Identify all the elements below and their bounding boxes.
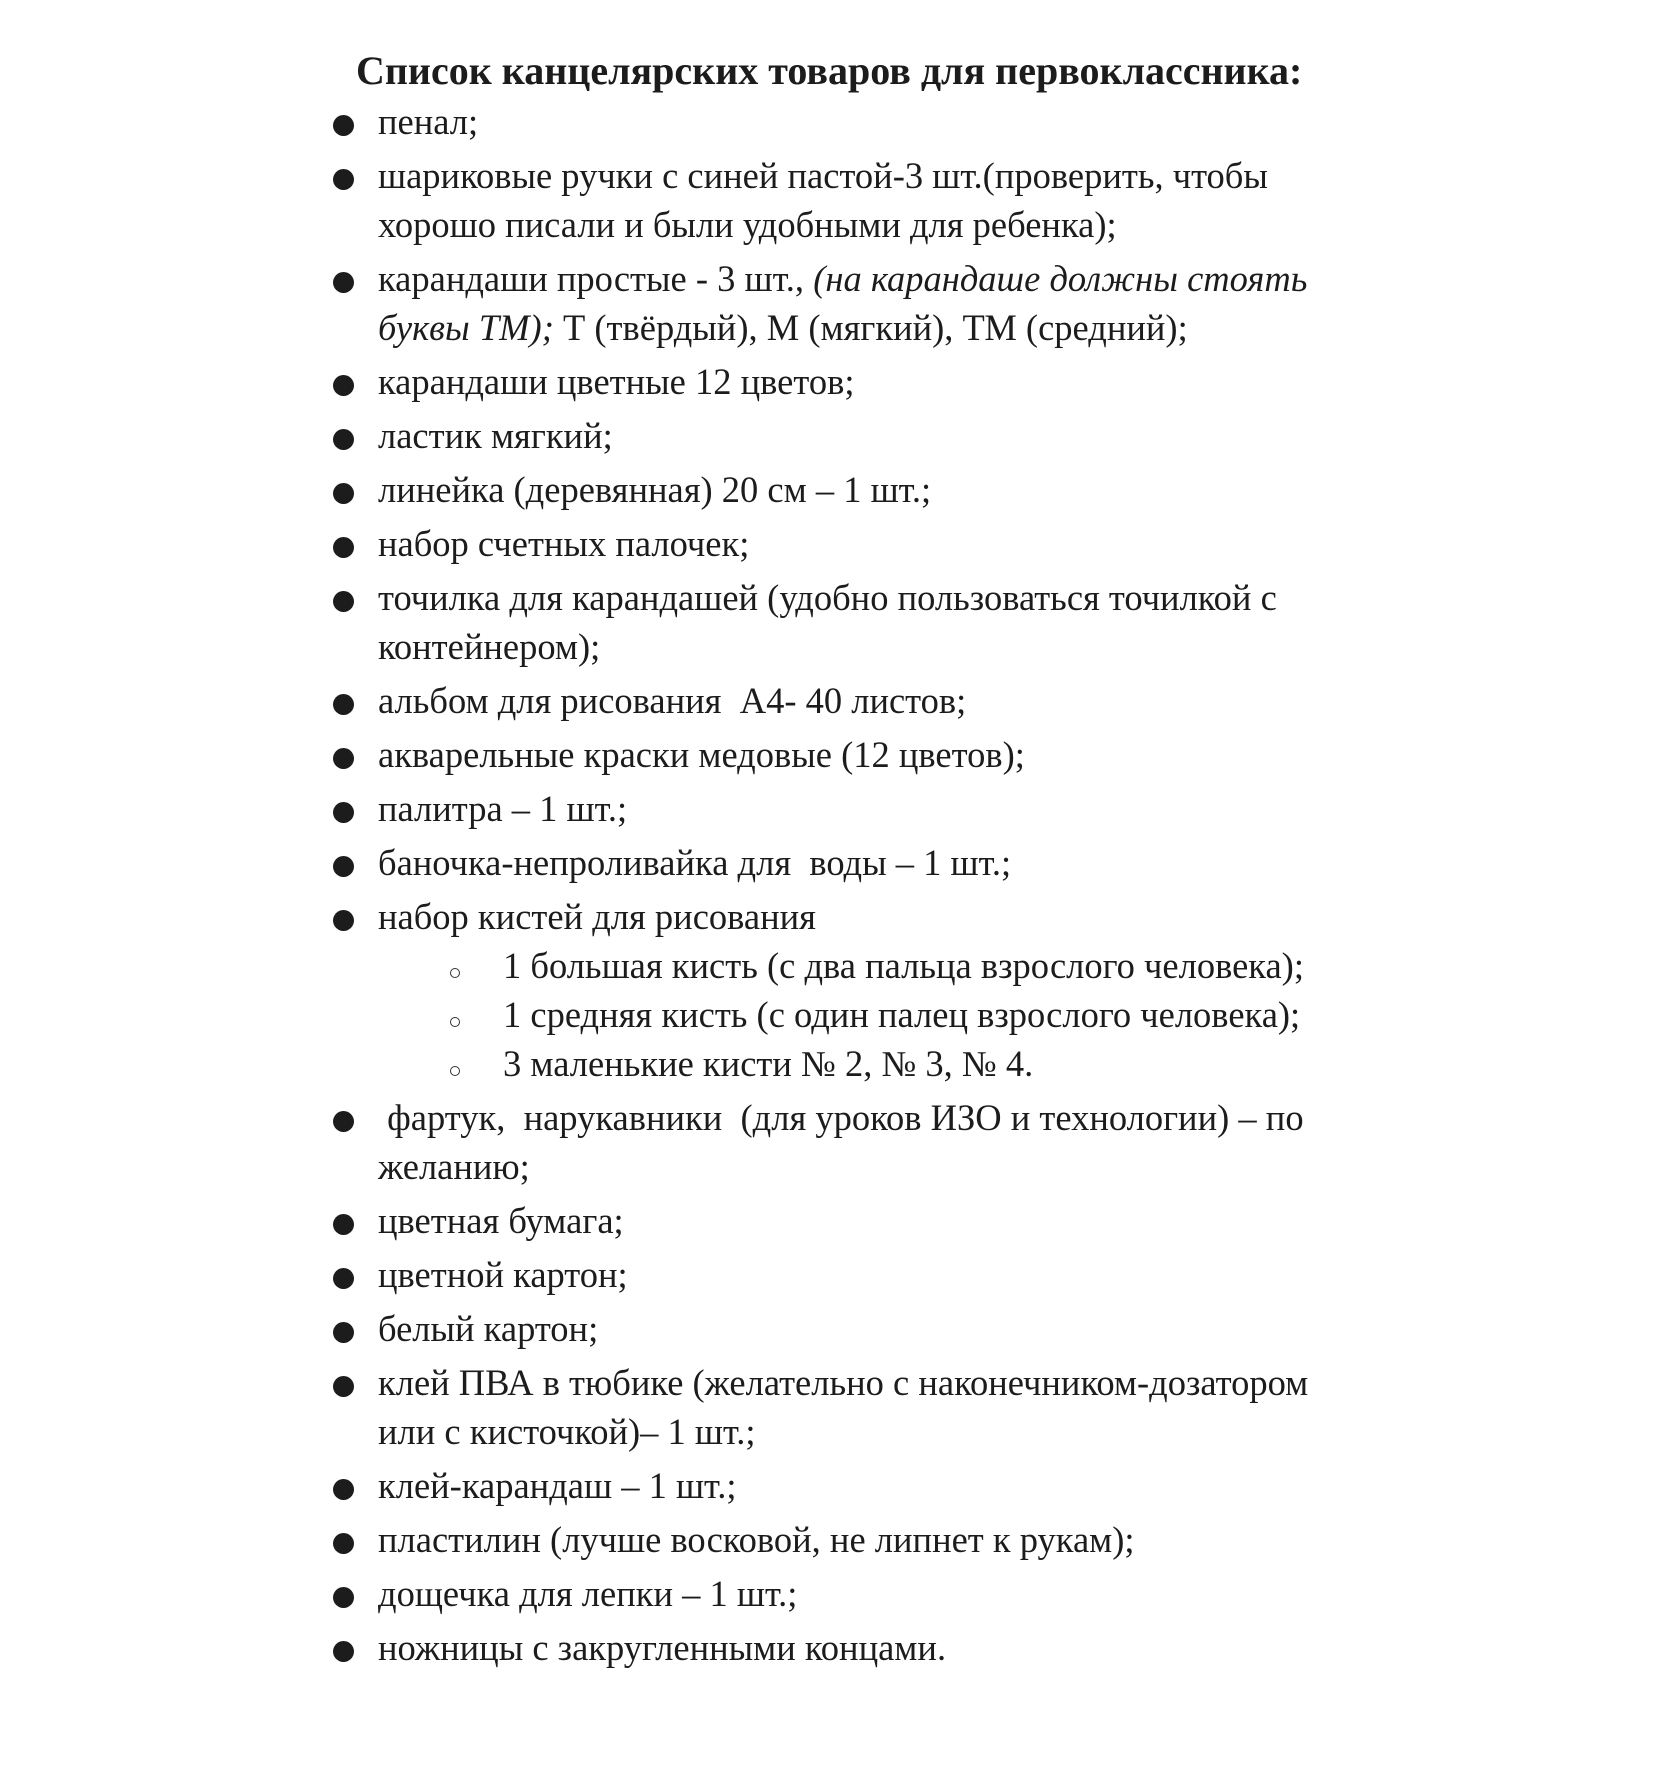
text: линейка (деревянная) 20 см – 1 шт.; xyxy=(378,469,932,510)
filled-circle-bullet-icon xyxy=(333,748,354,769)
list-item-line xyxy=(0,892,1653,941)
list-item-line xyxy=(0,411,1653,460)
list-item-line xyxy=(0,1142,1653,1191)
list-item xyxy=(0,784,1653,833)
text: точилка для карандашей (удобно пользоваться точилкой с xyxy=(378,577,1277,618)
text: цветной картон; xyxy=(378,1254,628,1295)
list-item-line xyxy=(0,254,1653,303)
text: хорошо писали и были удобными для ребенка); xyxy=(378,204,1117,245)
text: 3 маленькие кисти № 2, № 3, № 4. xyxy=(503,1043,1034,1084)
filled-circle-bullet-icon xyxy=(333,1641,354,1662)
filled-circle-bullet-icon xyxy=(333,115,354,136)
list-item xyxy=(0,1461,1653,1510)
list-item xyxy=(0,1569,1653,1618)
text: карандаши простые - 3 шт., xyxy=(378,258,814,299)
text: набор счетных палочек; xyxy=(378,523,750,564)
list-item xyxy=(0,254,1653,352)
italic-text: буквы ТМ); xyxy=(378,307,554,348)
list-item xyxy=(0,1093,1653,1191)
list-item xyxy=(0,1623,1653,1672)
list-item-line xyxy=(0,519,1653,568)
list-item-line xyxy=(0,97,1653,146)
filled-circle-bullet-icon xyxy=(333,483,354,504)
list-item xyxy=(0,573,1653,671)
list-item-line xyxy=(0,1250,1653,1299)
list-item-line xyxy=(0,1623,1653,1672)
italic-text: (на карандаше должны стоять xyxy=(813,258,1308,299)
filled-circle-bullet-icon xyxy=(333,375,354,396)
list-item xyxy=(0,151,1653,249)
text: палитра – 1 шт.; xyxy=(378,788,628,829)
filled-circle-bullet-icon xyxy=(333,802,354,823)
list-item-line xyxy=(0,573,1653,622)
list-item-line xyxy=(0,357,1653,406)
list-item-line xyxy=(0,1358,1653,1407)
hollow-circle-bullet-icon xyxy=(450,1066,460,1076)
filled-circle-bullet-icon xyxy=(333,1533,354,1554)
filled-circle-bullet-icon xyxy=(333,1376,354,1397)
filled-circle-bullet-icon xyxy=(333,537,354,558)
list-item-line xyxy=(0,1093,1653,1142)
text: или с кисточкой)– 1 шт.; xyxy=(378,1411,756,1452)
list-item-line xyxy=(0,1039,1653,1088)
filled-circle-bullet-icon xyxy=(333,1322,354,1343)
text: контейнером); xyxy=(378,626,601,667)
text: акварельные краски медовые (12 цветов); xyxy=(378,734,1025,775)
text: пенал; xyxy=(378,101,479,142)
list-item-line xyxy=(0,303,1653,352)
text: 1 средняя кисть (с один палец взрослого человека); xyxy=(503,994,1301,1035)
filled-circle-bullet-icon xyxy=(333,169,354,190)
text: шариковые ручки с синей пастой-3 шт.(проверить, чтобы xyxy=(378,155,1268,196)
list-item xyxy=(0,838,1653,887)
list-item-line xyxy=(0,676,1653,725)
list-item-line xyxy=(0,1196,1653,1245)
list-item-line xyxy=(0,1515,1653,1564)
text: пластилин (лучше восковой, не липнет к рукам); xyxy=(378,1519,1135,1560)
text: баночка-непроливайка для воды – 1 шт.; xyxy=(378,842,1012,883)
text: белый картон; xyxy=(378,1308,599,1349)
list-item-line xyxy=(0,838,1653,887)
list-item xyxy=(0,1196,1653,1245)
text: набор кистей для рисования xyxy=(378,896,816,937)
list-item xyxy=(0,97,1653,146)
filled-circle-bullet-icon xyxy=(333,856,354,877)
filled-circle-bullet-icon xyxy=(333,591,354,612)
list-item xyxy=(0,465,1653,514)
text: Т (твёрдый), М (мягкий), ТМ (средний); xyxy=(553,307,1188,348)
hollow-circle-bullet-icon xyxy=(450,968,460,978)
list-item-line xyxy=(0,151,1653,200)
text: ножницы с закругленными концами. xyxy=(378,1627,947,1668)
list-item-line xyxy=(0,1461,1653,1510)
text: клей ПВА в тюбике (желательно с наконечником-дозатором xyxy=(378,1362,1309,1403)
list-item-line xyxy=(0,990,1653,1039)
filled-circle-bullet-icon xyxy=(333,272,354,293)
list-item xyxy=(0,1515,1653,1564)
text: карандаши цветные 12 цветов; xyxy=(378,361,855,402)
list-item xyxy=(0,411,1653,460)
supply-list xyxy=(0,92,1653,1672)
list-item xyxy=(0,1358,1653,1456)
sub-list-item xyxy=(0,941,1653,990)
hollow-circle-bullet-icon xyxy=(450,1017,460,1027)
text: цветная бумага; xyxy=(378,1200,624,1241)
filled-circle-bullet-icon xyxy=(333,694,354,715)
list-item xyxy=(0,730,1653,779)
list-item xyxy=(0,676,1653,725)
list-item-line xyxy=(0,730,1653,779)
list-item-line xyxy=(0,200,1653,249)
filled-circle-bullet-icon xyxy=(333,1587,354,1608)
list-item-line xyxy=(0,1407,1653,1456)
filled-circle-bullet-icon xyxy=(333,910,354,931)
filled-circle-bullet-icon xyxy=(333,1214,354,1235)
text: 1 большая кисть (с два пальца взрослого человека); xyxy=(503,945,1304,986)
list-item-line xyxy=(0,1304,1653,1353)
list-item-line xyxy=(0,784,1653,833)
list-item-line xyxy=(0,622,1653,671)
list-item-line xyxy=(0,941,1653,990)
list-item xyxy=(0,1304,1653,1353)
text: клей-карандаш – 1 шт.; xyxy=(378,1465,737,1506)
list-item xyxy=(0,892,1653,941)
text: альбом для рисования А4- 40 листов; xyxy=(378,680,967,721)
list-item xyxy=(0,1250,1653,1299)
text: фартук, нарукавники (для уроков ИЗО и технологии) – по xyxy=(378,1097,1304,1138)
sub-list-item xyxy=(0,990,1653,1039)
list-item-line xyxy=(0,465,1653,514)
filled-circle-bullet-icon xyxy=(333,1479,354,1500)
filled-circle-bullet-icon xyxy=(333,1111,354,1132)
page-title: Список канцелярских товаров для первоклассника: xyxy=(356,47,1303,93)
list-item-line xyxy=(0,1569,1653,1618)
filled-circle-bullet-icon xyxy=(333,1268,354,1289)
list-item xyxy=(0,519,1653,568)
text: дощечка для лепки – 1 шт.; xyxy=(378,1573,798,1614)
filled-circle-bullet-icon xyxy=(333,429,354,450)
text: желанию; xyxy=(378,1146,530,1187)
list-item xyxy=(0,357,1653,406)
text: ластик мягкий; xyxy=(378,415,613,456)
sub-list-item xyxy=(0,1039,1653,1088)
